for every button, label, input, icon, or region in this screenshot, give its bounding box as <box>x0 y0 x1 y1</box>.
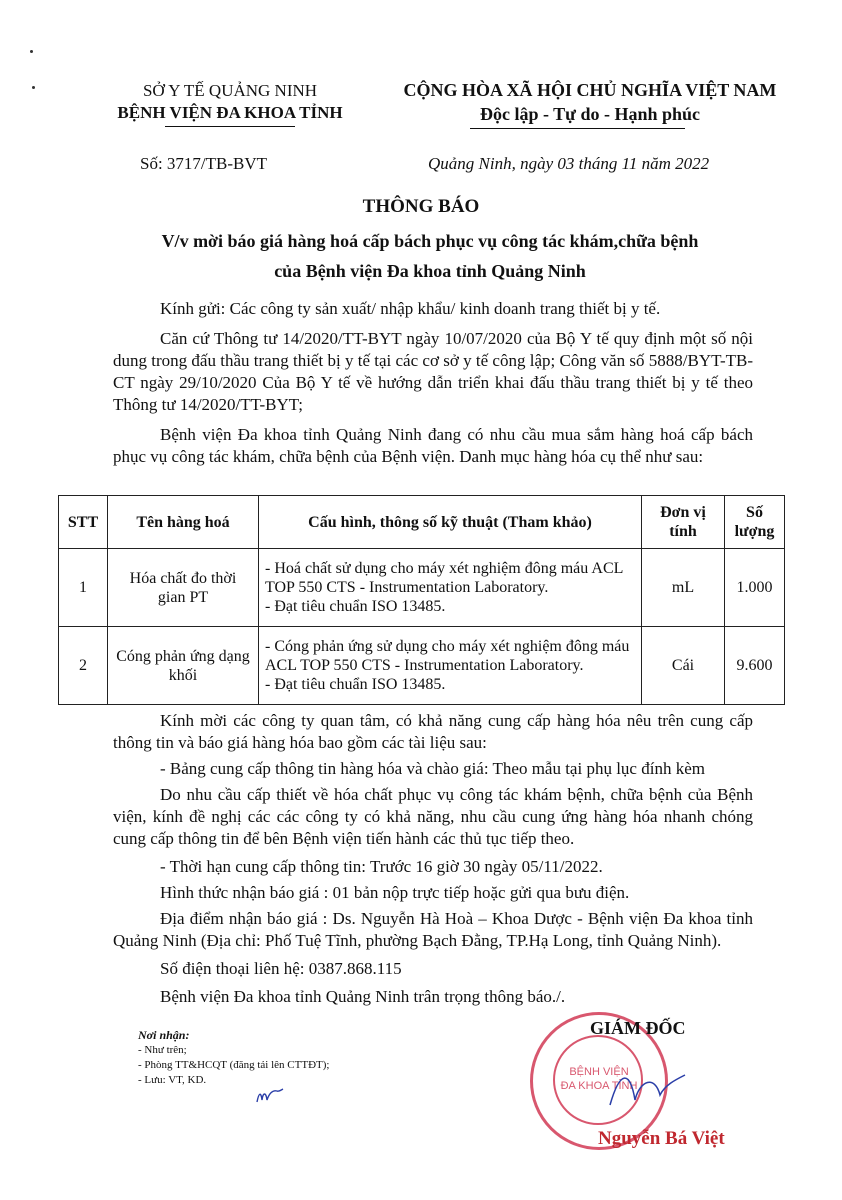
invitation-paragraph: Kính mời các công ty quan tâm, có khả năng cung cấp hàng hóa nêu trên cung cấp thông tin và báo giá hàng hóa bao gồm các tài liệu sau: <box>113 711 753 752</box>
org-line-2: BỆNH VIỆN ĐA KHOA TỈNH <box>117 103 343 122</box>
document-number: Số: 3717/TB-BVT <box>140 154 268 173</box>
signer-title: GIÁM ĐỐC <box>590 1018 686 1038</box>
cell-name: Hóa chất đo thời gian PT <box>108 549 259 627</box>
org-underline <box>165 126 295 127</box>
urgency-paragraph: Do nhu cầu cấp thiết về hóa chất phục vụ công tác khám bệnh, chữa bệnh của Bệnh viện, kính đề nghị các các công ty có khả năng, nhu cầu cung ứng hàng hóa nhanh chóng cung cấp thông tin để bên Bệnh viện tiến hành các thủ tục tiếp theo. <box>113 785 753 848</box>
body-section <box>113 710 753 1008</box>
handwritten-signature <box>600 1060 690 1120</box>
intro-section <box>113 298 753 468</box>
col-header-qty: Số lượng <box>725 496 785 549</box>
salutation: Kính gửi: Các công ty sản xuất/ nhập khẩu/ kinh doanh trang thiết bị y tế. <box>160 299 661 318</box>
org-line-1: SỞ Y TẾ QUẢNG NINH <box>142 81 318 100</box>
nation-line-2: Độc lập - Tự do - Hạnh phúc <box>479 104 701 124</box>
legal-basis-paragraph: Căn cứ Thông tư 14/2020/TT-BYT ngày 10/07/2020 của Bộ Y tế quy định một số nội dung trong đấu thầu trang thiết bị y tế tại các cơ sở y tế công lập; Công văn số 5888/BYT-TB-CT ngày 29/10/2020 Của Bộ Y tế về hướng dẫn triển khai đấu thầu trang thiết bị y tế theo Thông tư 14/2020/TT-BYT; <box>113 329 753 414</box>
attachment-item: - Bảng cung cấp thông tin hàng hóa và chào giá: Theo mẫu tại phụ lục đính kèm <box>160 759 705 778</box>
spec-line: - Đạt tiêu chuẩn ISO 13485. <box>265 598 446 615</box>
closing-line: Bệnh viện Đa khoa tỉnh Quảng Ninh trân trọng thông báo./. <box>160 987 566 1006</box>
recipient-item: - Như trên; <box>138 1044 187 1056</box>
subject-line-1: V/v mời báo giá hàng hoá cấp bách phục vụ công tác khám,chữa bệnh <box>161 231 699 251</box>
cell-qty: 9.600 <box>725 627 785 705</box>
recipients-block <box>138 1028 329 1088</box>
contact-phone: Số điện thoại liên hệ: 0387.868.115 <box>160 959 402 978</box>
seal-line-2: ĐA KHOA TỈNH <box>560 1080 638 1092</box>
table-header-row <box>59 496 785 549</box>
col-header-stt: STT <box>59 496 108 549</box>
deadline-item: - Thời hạn cung cấp thông tin: Trước 16 giờ 30 ngày 05/11/2022. <box>160 857 603 876</box>
cell-qty: 1.000 <box>725 549 785 627</box>
spec-line: - Hoá chất sử dụng cho máy xét nghiệm đông máu ACL TOP 550 CTS - Instrumentation Laboratory. <box>265 560 623 596</box>
document-title: THÔNG BÁO <box>362 196 480 217</box>
request-paragraph: Bệnh viện Đa khoa tỉnh Quảng Ninh đang có nhu cầu mua sắm hàng hoá cấp bách phục vụ công tác khám, chữa bệnh của Bệnh viện. Danh mục hàng hóa cụ thể như sau: <box>113 425 753 466</box>
table-row <box>59 549 785 627</box>
issuing-organization <box>100 80 360 124</box>
recipients-label: Nơi nhận: <box>138 1028 190 1042</box>
table-row <box>59 627 785 705</box>
recipient-item: - Phòng TT&HCQT (đăng tải lên CTTĐT); <box>138 1059 330 1071</box>
submission-method: Hình thức nhận báo giá : 01 bản nộp trực tiếp hoặc gửi qua bưu điện. <box>160 883 630 902</box>
submission-location: Địa điểm nhận báo giá : Ds. Nguyễn Hà Hoà – Khoa Dược - Bệnh viện Đa khoa tỉnh Quảng Ninh (Địa chỉ: Phố Tuệ Tĩnh, phường Bạch Đằng, TP.Hạ Long, tỉnh Quảng Ninh). <box>113 909 753 950</box>
cell-name: Cóng phản ứng dạng khối <box>108 627 259 705</box>
recipient-item: - Lưu: VT, KD. <box>138 1074 207 1086</box>
cell-stt: 2 <box>59 627 108 705</box>
spec-line: - Cóng phản ứng sử dụng cho máy xét nghiệm đông máu ACL TOP 550 CTS - Instrumentation Laboratory. <box>265 638 630 674</box>
motto-underline <box>470 128 685 129</box>
cell-spec <box>259 549 642 627</box>
col-header-name: Tên hàng hoá <box>108 496 259 549</box>
cell-unit: mL <box>642 549 725 627</box>
nation-line-1: CỘNG HÒA XÃ HỘI CHỦ NGHĨA VIỆT NAM <box>403 80 777 100</box>
spec-line: - Đạt tiêu chuẩn ISO 13485. <box>265 676 446 693</box>
goods-table <box>58 495 785 705</box>
col-header-unit: Đơn vị tính <box>642 496 725 549</box>
subject-line-2: của Bệnh viện Đa khoa tỉnh Quảng Ninh <box>274 261 586 281</box>
cell-stt: 1 <box>59 549 108 627</box>
col-header-spec: Cấu hình, thông số kỹ thuật (Tham khảo) <box>259 496 642 549</box>
seal-line-1: BỆNH VIỆN <box>569 1066 629 1078</box>
document-subject <box>80 226 780 286</box>
national-heading <box>380 78 800 126</box>
document-date: Quảng Ninh, ngày 03 tháng 11 năm 2022 <box>428 154 710 173</box>
initials-mark <box>255 1088 285 1106</box>
signer-name: Nguyễn Bá Việt <box>598 1128 725 1149</box>
margin-mark <box>32 86 35 89</box>
cell-spec <box>259 627 642 705</box>
cell-unit: Cái <box>642 627 725 705</box>
margin-mark <box>30 50 33 53</box>
